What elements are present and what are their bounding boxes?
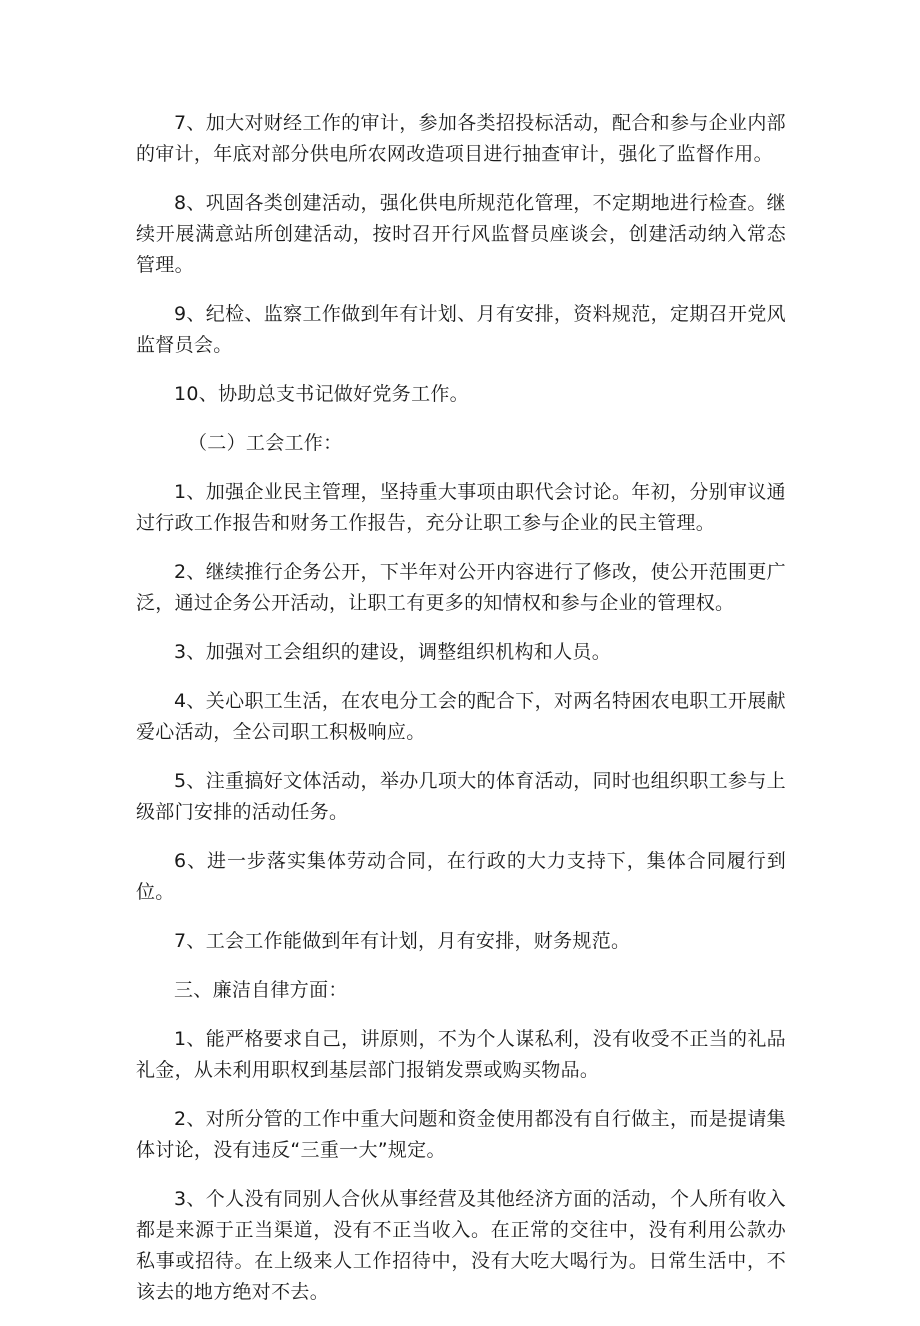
paragraph-integrity-3: 3、个人没有同别人合伙从事经营及其他经济方面的活动，个人所有收入都是来源于正当渠道，没有不正当收入。在正常的交往中，没有利用公款办私事或招待。在上级来人工作招待中，没有大吃大喝行为。日常生活中，不该去的地方绝对不去。 — [136, 1188, 786, 1303]
paragraph-union-3: 3、加强对工会组织的建设，调整组织机构和人员。 — [174, 641, 611, 663]
paragraph-union-6: 6、进一步落实集体劳动合同，在行政的大力支持下，集体合同履行到位。 — [136, 850, 786, 903]
paragraph-item-9-discipline: 9、纪检、监察工作做到年有计划、月有安排，资料规范，定期召开党风监督员会。 — [136, 303, 786, 356]
paragraph-union-7: 7、工会工作能做到年有计划，月有安排，财务规范。 — [174, 930, 631, 952]
paragraph-item-7-audit: 7、加大对财经工作的审计，参加各类招投标活动，配合和参与企业内部的审计，年底对部分供电所农网改造项目进行抽查审计，强化了监督作用。 — [136, 112, 786, 165]
document-body — [136, 108, 786, 1326]
paragraph-union-4: 4、关心职工生活，在农电分工会的配合下，对两名特困农电职工开展献爱心活动，全公司职工积极响应。 — [136, 690, 786, 743]
paragraph-item-8-creation: 8、巩固各类创建活动，强化供电所规范化管理，不定期地进行检查。继续开展满意站所创建活动，按时召开行风监督员座谈会，创建活动纳入常态管理。 — [136, 192, 786, 276]
section-heading-union: （二）工会工作： — [188, 432, 343, 454]
paragraph-union-1: 1、加强企业民主管理，坚持重大事项由职代会讨论。年初，分别审议通过行政工作报告和财务工作报告，充分让职工参与企业的民主管理。 — [136, 481, 786, 534]
paragraph-integrity-2: 2、对所分管的工作中重大问题和资金使用都没有自行做主，而是提请集体讨论，没有违反“三重一大”规定。 — [136, 1108, 786, 1161]
paragraph-integrity-1: 1、能严格要求自己，讲原则，不为个人谋私利，没有收受不正当的礼品礼金，从未利用职权到基层部门报销发票或购买物品。 — [136, 1028, 786, 1081]
paragraph-item-10-party: 10、协助总支书记做好党务工作。 — [174, 383, 469, 405]
paragraph-union-2: 2、继续推行企务公开，下半年对公开内容进行了修改，使公开范围更广泛，通过企务公开活动，让职工有更多的知情权和参与企业的管理权。 — [136, 561, 786, 614]
paragraph-union-5: 5、注重搞好文体活动，举办几项大的体育活动，同时也组织职工参与上级部门安排的活动任务。 — [136, 770, 786, 823]
section-heading-integrity: 三、廉洁自律方面： — [174, 979, 348, 1001]
